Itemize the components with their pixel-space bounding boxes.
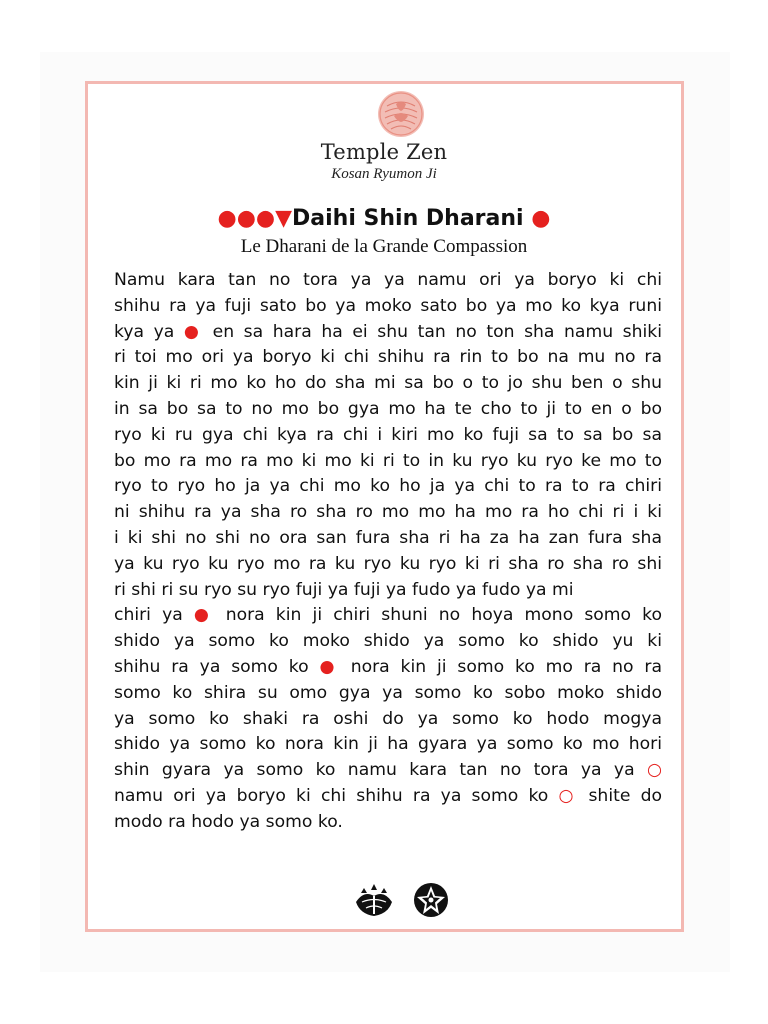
text-line: chiri ya ● nora kin ji chiri shuni no hoya mono somo ko	[114, 605, 663, 626]
text-line: kya ya ● en sa hara ha ei shu tan no ton sha namu shiki	[114, 321, 663, 342]
dharani-title: Daihi Shin Dharani	[292, 206, 524, 231]
temple-seal-icon	[377, 90, 425, 138]
pause-dot: ●	[319, 656, 340, 677]
text-line: bo mo ra mo ra mo ki mo ki ri to in ku ryo ku ryo ke mo to	[114, 450, 662, 471]
text-line: ri toi mo ori ya boryo ki chi shihu ra rin to bo na mu no ra	[114, 347, 662, 368]
text-line: ryo ki ru gya chi kya ra chi i kiri mo ko fuji sa to sa bo sa	[114, 424, 662, 445]
temple-subtitle: Kosan Ryumon Ji	[331, 166, 437, 182]
pause-ring: ○	[558, 785, 579, 806]
pause-dot: ●	[183, 321, 204, 342]
text-line: somo ko shira su omo gya ya somo ko sobo moko shido	[114, 682, 662, 703]
text-line: namu ori ya boryo ki chi shihu ra ya somo ko ○ shite do	[114, 785, 663, 806]
flower-crest-icon	[414, 883, 448, 917]
text-line: kin ji ki ri mo ko ho do sha mi sa bo o to jo shu ben o shu	[114, 373, 662, 394]
dharani-subtitle: Le Dharani de la Grande Compassion	[240, 236, 528, 257]
text-line: ryo to ryo ho ja ya chi mo ko ho ja ya chi to ra to ra chiri	[114, 476, 662, 497]
footer-crests	[352, 880, 452, 920]
text-line: shihu ra ya somo ko ● nora kin ji somo ko mo ra no ra	[114, 656, 663, 677]
text-line: Namu kara tan no tora ya ya namu ori ya boryo ki chi	[114, 270, 662, 290]
title-marks-before: ●●●▼	[217, 206, 293, 231]
text-line: shin gyara ya somo ko namu kara tan no tora ya ya ○	[114, 760, 662, 781]
paulownia-crest-icon	[356, 884, 392, 916]
title-mark-after: ●	[531, 206, 551, 231]
text-line: shido ya somo ko moko shido ya somo ko shido yu ki	[114, 631, 662, 652]
text-line: shido ya somo ko nora kin ji ha gyara ya somo ko mo hori	[114, 734, 662, 755]
text-line: shihu ra ya fuji sato bo ya moko sato bo ya mo ko kya runi	[114, 295, 662, 316]
text-line: ni shihu ra ya sha ro sha ro mo mo ha mo ra ho chi ri i ki	[114, 502, 662, 523]
dharani-title-row	[0, 206, 768, 231]
text-line: i ki shi no shi no ora san fura sha ri ha za ha zan fura sha	[114, 527, 662, 548]
text-line: modo ra hodo ya somo ko.	[114, 811, 343, 832]
text-line: ri shi ri su ryo su ryo fuji ya fuji ya fudo ya fudo ya mi	[114, 579, 574, 600]
text-line: ya somo ko shaki ra oshi do ya somo ko hodo mogya	[114, 708, 662, 729]
dharani-text	[114, 268, 674, 836]
pause-ring: ○	[647, 760, 662, 781]
text-line: ya ku ryo ku ryo mo ra ku ryo ku ryo ki ri sha ro sha ro shi	[114, 553, 662, 574]
pause-dot: ●	[193, 605, 215, 626]
text-line: in sa bo sa to no mo bo gya mo ha te cho to ji to en o bo	[114, 398, 662, 419]
temple-name: Temple Zen	[320, 140, 448, 164]
